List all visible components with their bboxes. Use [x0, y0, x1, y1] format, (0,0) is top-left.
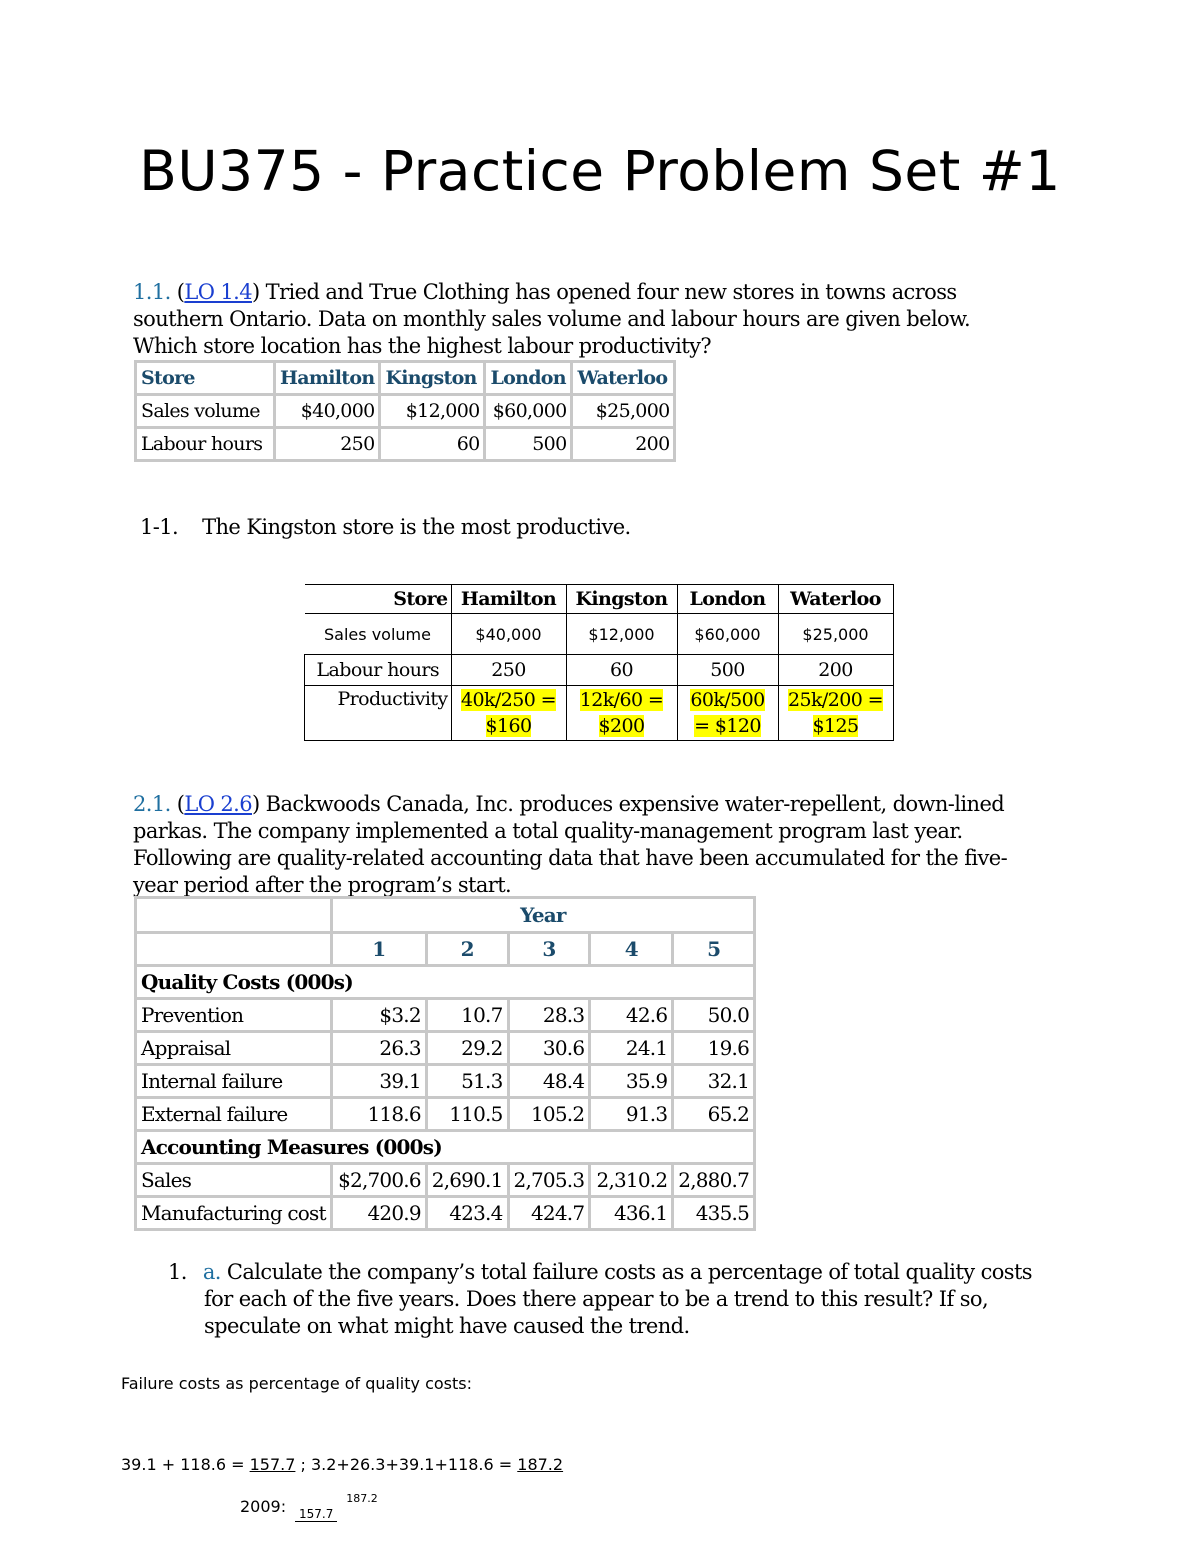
- table-row: Labour hours 250 60 500 200: [136, 428, 675, 461]
- answer-number: 1-1.: [140, 515, 179, 539]
- table-row: Sales $2,700.6 2,690.1 2,705.3 2,310.2 2,880.7: [136, 1164, 755, 1197]
- table-row: Sales volume $40,000 $12,000 $60,000 $25,000: [305, 614, 894, 655]
- quality-cost-table: Year 1 2 3 4 5 Quality Costs (000s) Prevention $3.2 10.7 28.3 42.6 50.0 Appraisal 26.3 29.2 30.6 24.1 19.6 Internal failure 39.1 51.3 48.4 35.9 32.1 External failure 118.6 110.5 105.2 91.3 65.2 Accounting Measures (000s) Sales $2,700.6 2,690.1 2,705.3 2,310.2 2,880.7 Manufacturing cost 420.9 423.4 424.7 436.1 435.5: [134, 896, 756, 1231]
- table-row: Prevention $3.2 10.7 28.3 42.6 50.0: [136, 999, 755, 1032]
- store-data-table: Store Hamilton Kingston London Waterloo Sales volume $40,000 $12,000 $60,000 $25,000 Labour hours 250 60 500 200: [134, 360, 676, 462]
- work-heading: Failure costs as percentage of quality costs:: [121, 1374, 472, 1393]
- lo-link[interactable]: LO 1.4: [184, 280, 252, 304]
- table-row: Productivity 40k/250 = $160 12k/60 = $200 60k/500 = $120 25k/200 = $125: [305, 686, 894, 741]
- section-header: Accounting Measures (000s): [136, 1131, 755, 1164]
- lo-link[interactable]: LO 2.6: [184, 792, 252, 816]
- answer-1-1: 1-1. The Kingston store is the most productive.: [140, 515, 631, 539]
- page-title: BU375 - Practice Problem Set #1: [139, 139, 1061, 203]
- question-2-1-part-a: 1. a. Calculate the company’s total failure costs as a percentage of total quality costs for each of the five years. Does there appear to be a trend to this result? If so, speculate on what might have caused the trend.: [168, 1260, 1032, 1338]
- question-number: 1.1.: [133, 280, 171, 304]
- question-2-1: 2.1. (LO 2.6) Backwoods Canada, Inc. produces expensive water-repellent, down-lined parkas. The company implemented a total quality-management program last year. Following are quality-related accounting data that have been accumulated for the five- year period after the program’s start.: [133, 792, 1008, 897]
- work-calculation: 39.1 + 118.6 = 157.7 ; 3.2+26.3+39.1+118.6 = 187.2: [121, 1455, 564, 1474]
- productivity-table: Store Hamilton Kingston London Waterloo Sales volume $40,000 $12,000 $60,000 $25,000 Labour hours 250 60 500 200 Productivity 40k/250 = $160 12k/60 = $200 60k/500 = $120 25k/200 = $125: [304, 584, 894, 741]
- work-2009-fraction: 2009: 157.7 $^{187.2}$: [240, 1492, 378, 1521]
- table-row: Appraisal 26.3 29.2 30.6 24.1 19.6: [136, 1032, 755, 1065]
- question-number: 2.1.: [133, 792, 171, 816]
- table-row: External failure 118.6 110.5 105.2 91.3 65.2: [136, 1098, 755, 1131]
- table-row: Manufacturing cost 420.9 423.4 424.7 436.1 435.5: [136, 1197, 755, 1230]
- table-row: Sales volume $40,000 $12,000 $60,000 $25,000: [136, 395, 675, 428]
- table-row: Labour hours 250 60 500 200: [305, 655, 894, 686]
- question-1-1: 1.1. (LO 1.4) Tried and True Clothing has opened four new stores in towns across southern Ontario. Data on monthly sales volume and labour hours are given below. Which store location has the highest labour productivity?: [133, 280, 971, 358]
- section-header: Quality Costs (000s): [136, 966, 755, 999]
- table-row: Internal failure 39.1 51.3 48.4 35.9 32.1: [136, 1065, 755, 1098]
